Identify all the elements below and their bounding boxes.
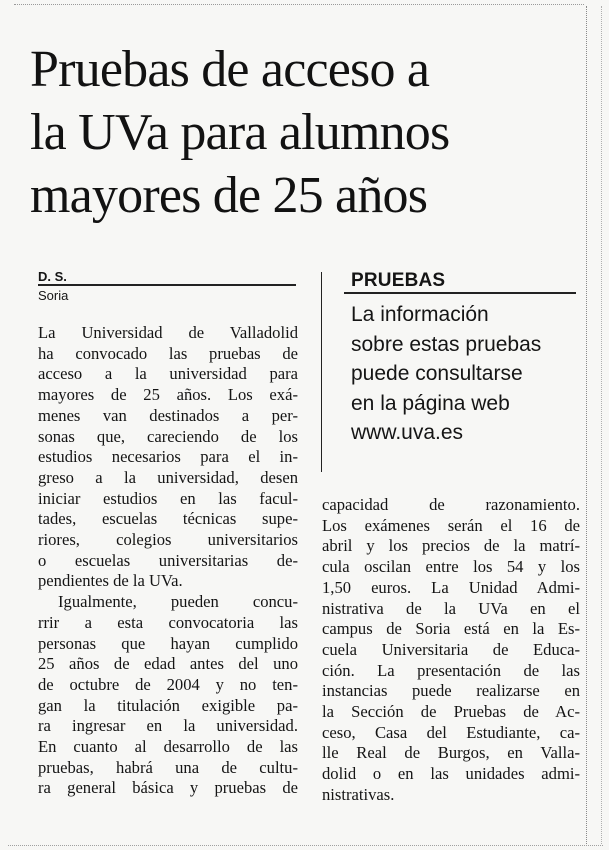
byline-place: Soria: [38, 288, 69, 303]
article-line: La Universidad de Valladolid: [38, 323, 298, 342]
article-line: o escuelas universitarias de-: [38, 550, 298, 570]
article-line: tades, escuelas técnicas supe-: [38, 509, 298, 529]
headline-line: la UVa para alumnos: [30, 104, 450, 161]
article-line: estudios necesarios para el in-: [38, 447, 298, 467]
article-column-2: [322, 495, 580, 806]
article-line: 25 años de edad antes del uno: [38, 654, 298, 674]
sidebar-url: www.uva.es: [351, 421, 464, 444]
article-line: En cuanto al desarrollo de las: [38, 737, 298, 757]
sidebar-title-rule: [344, 292, 576, 294]
article-line: pendientes de la UVa.: [38, 571, 183, 591]
article-line: cuela Universitaria de Educa-: [322, 639, 580, 659]
article-line: cula oscilan entre los 54 y los: [322, 557, 580, 577]
article-line: riores, colegios universitarios: [38, 530, 298, 550]
article-line: ra general básica y pruebas de: [38, 778, 298, 798]
article-line: 1,50 euros. La Unidad Admi-: [322, 577, 580, 597]
article-line: mayores de 25 años. Los exá-: [38, 385, 298, 405]
sidebar-line: sobre estas pruebas: [351, 332, 542, 356]
scan-edge-top: [14, 4, 584, 5]
sidebar-line: La información: [351, 303, 489, 326]
article-line: personas que hayan cumplido: [38, 633, 298, 653]
sidebar-line: en la página web: [351, 391, 510, 415]
article-line: iniciar estudios en las facul-: [38, 488, 298, 508]
sidebar-body: [351, 300, 541, 448]
article-line: greso a la universidad, desen: [38, 467, 298, 487]
article-line: sonas que, careciendo de los: [38, 426, 298, 446]
article-line: pruebas, habrá una de cultu-: [38, 757, 298, 777]
sidebar-line: puede consultarse: [351, 362, 523, 385]
article-line: dolid o en las unidades admi-: [322, 764, 580, 784]
article-line: instancias puede realizarse en: [322, 681, 580, 701]
article-line: ción. La presentación de las: [322, 660, 580, 680]
scan-edge-right: [586, 6, 587, 844]
article-line: menes van destinados a per-: [38, 405, 298, 425]
article-line: lle Real de Burgos, en Valla-: [322, 743, 580, 763]
article-line: la Sección de Pruebas de Ac-: [322, 702, 580, 722]
article-line: nistrativas.: [322, 784, 395, 804]
scan-edge-right-outer: [601, 6, 602, 844]
article-line: nistrativa de la UVa en el: [322, 598, 580, 618]
article-line: capacidad de razonamiento.: [322, 495, 580, 514]
scan-edge-bottom: [8, 845, 603, 846]
article-line: ha convocado las pruebas de: [38, 343, 298, 363]
article-column-1: [38, 323, 298, 799]
article-line: Igualmente, pueden concu-: [58, 592, 298, 612]
article-line: abril y los precios de la matrí-: [322, 536, 580, 556]
article-line: acceso a la universidad para: [38, 364, 298, 384]
article-line: ceso, Casa del Estudiante, ca-: [322, 722, 580, 742]
article-line: ra ingresar en la universidad.: [38, 716, 298, 736]
headline-line: mayores de 25 años: [30, 167, 428, 224]
headline: [30, 38, 582, 227]
byline-author: D. S.: [38, 269, 67, 284]
article-line: rrir a esta convocatoria las: [38, 612, 298, 632]
byline-rule: [38, 284, 296, 286]
article-line: Los exámenes serán el 16 de: [322, 515, 580, 535]
article-line: gan la titulación exigible pa-: [38, 695, 298, 715]
sidebar-title: PRUEBAS: [351, 270, 446, 291]
headline-line: Pruebas de acceso a: [30, 41, 430, 98]
article-line: campus de Soria está en la Es-: [322, 619, 580, 639]
sidebar-divider: [321, 272, 322, 472]
article-line: de octubre de 2004 y no ten-: [38, 674, 298, 694]
